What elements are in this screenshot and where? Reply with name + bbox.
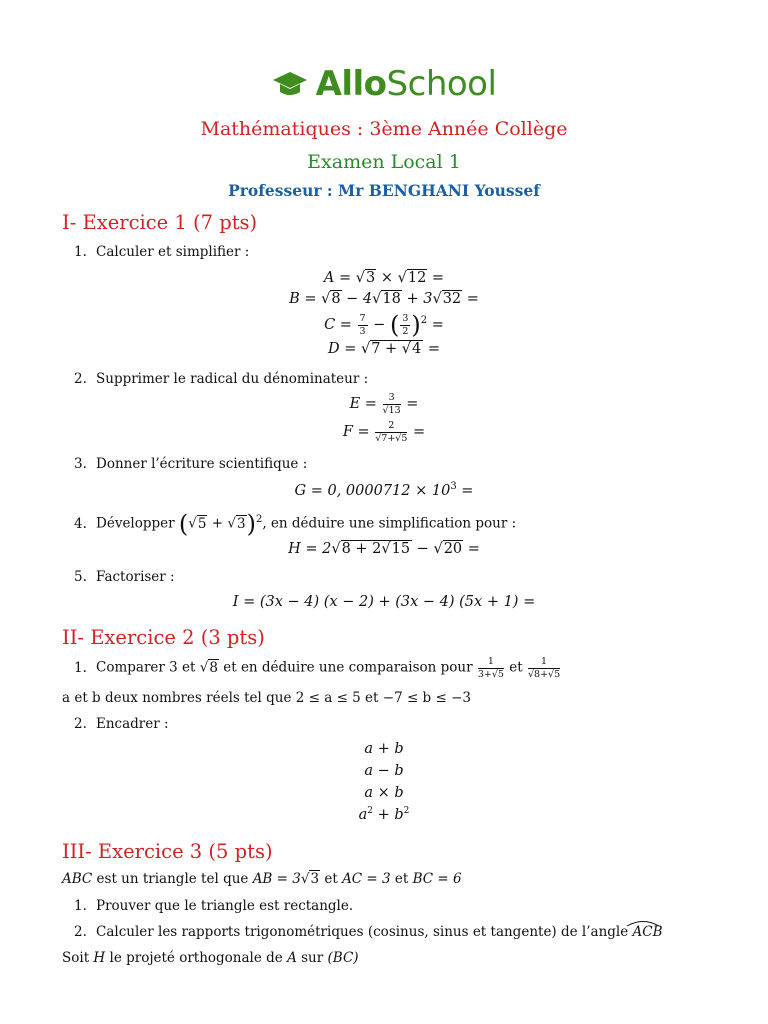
graduation-cap-icon [272, 69, 308, 99]
ex1-question-2: 2. Supprimer le radical du dénominateur : [74, 371, 369, 387]
exercise-2-title: II- Exercice 2 (3 pts) [62, 626, 265, 649]
expr-a-plus-b: a + b [364, 741, 404, 757]
expr-squares: $a^2 + b^2$ [358, 806, 410, 823]
equation-g: G = 0, $0000712 \times 10^3$ = [294, 481, 474, 499]
ex3-question-2: 2. Calculer les rapports trigonométriques (cosinus, sinus et tangente) de l’angle ACB [74, 924, 663, 940]
equation-c: C = $\frac{7}{3}$ − ( $\frac{3}{2}$ )$^2$ = [324, 311, 444, 339]
exam-label: Examen Local 1 [307, 151, 461, 173]
ex1-question-4: 4. Développer $(√5 + √3)^2$, en déduire une simplification pour : [74, 510, 517, 538]
alloschool-logo [0, 64, 768, 104]
equation-a: A = √3 × √12 = [323, 270, 445, 286]
ex2-question-1: 1. Comparer 3 et √8 et en déduire une comparaison pour $\frac{1}{3+√5}$ et $\frac{1}{√8+√5}$ [74, 656, 561, 680]
exercise-1-title: I- Exercice 1 (7 pts) [62, 211, 258, 234]
professor-line: Professeur : Mr BENGHANI Youssef [228, 181, 540, 200]
ex1-question-3: 3. Donner l’écriture scientifique : [74, 456, 308, 472]
angle-hat-icon [626, 919, 660, 927]
ex1-question-5: 5. Factoriser : [74, 569, 175, 585]
equation-i: I = (3x − 4) (x − 2) + (3x − 4) (5x + 1) = [232, 594, 536, 610]
ex1-question-1: 1. Calculer et simplifier : [74, 244, 250, 260]
equation-h: H = 2√8 + 2√15 − √20 = [288, 541, 480, 557]
angle-acb: ACB [632, 924, 663, 940]
equation-d: D = √7 + √4 = [327, 341, 441, 357]
exercise-3-title: III- Exercice 3 (5 pts) [62, 840, 273, 863]
ex3-question-1: 1. Prouver que le triangle est rectangle. [74, 898, 354, 914]
ex2-given: a et b deux nombres réels tel que 2 ≤ a ≤ 5 et −7 ≤ b ≤ −3 [62, 690, 471, 706]
expr-a-minus-b: a − b [364, 763, 404, 779]
logo-text: AlloSchool [315, 64, 497, 104]
equation-b: B = √8 − 4√18 + 3√32 = [289, 291, 479, 307]
ex2-question-2: 2. Encadrer : [74, 716, 169, 732]
equation-f: F = $\frac{2}{√7+√5}$ = [342, 420, 426, 444]
ex3-given: ABC est un triangle tel que AB = 3√3 et AC = 3 et BC = 6 [62, 871, 462, 887]
equation-e: E = $\frac{3}{√13}$ = [349, 392, 419, 416]
document-title: Mathématiques : 3ème Année Collège [200, 118, 568, 140]
expr-a-times-b: a × b [364, 785, 404, 801]
ex3-last-line: Soit H le projeté orthogonale de A sur (BC) [62, 950, 359, 966]
